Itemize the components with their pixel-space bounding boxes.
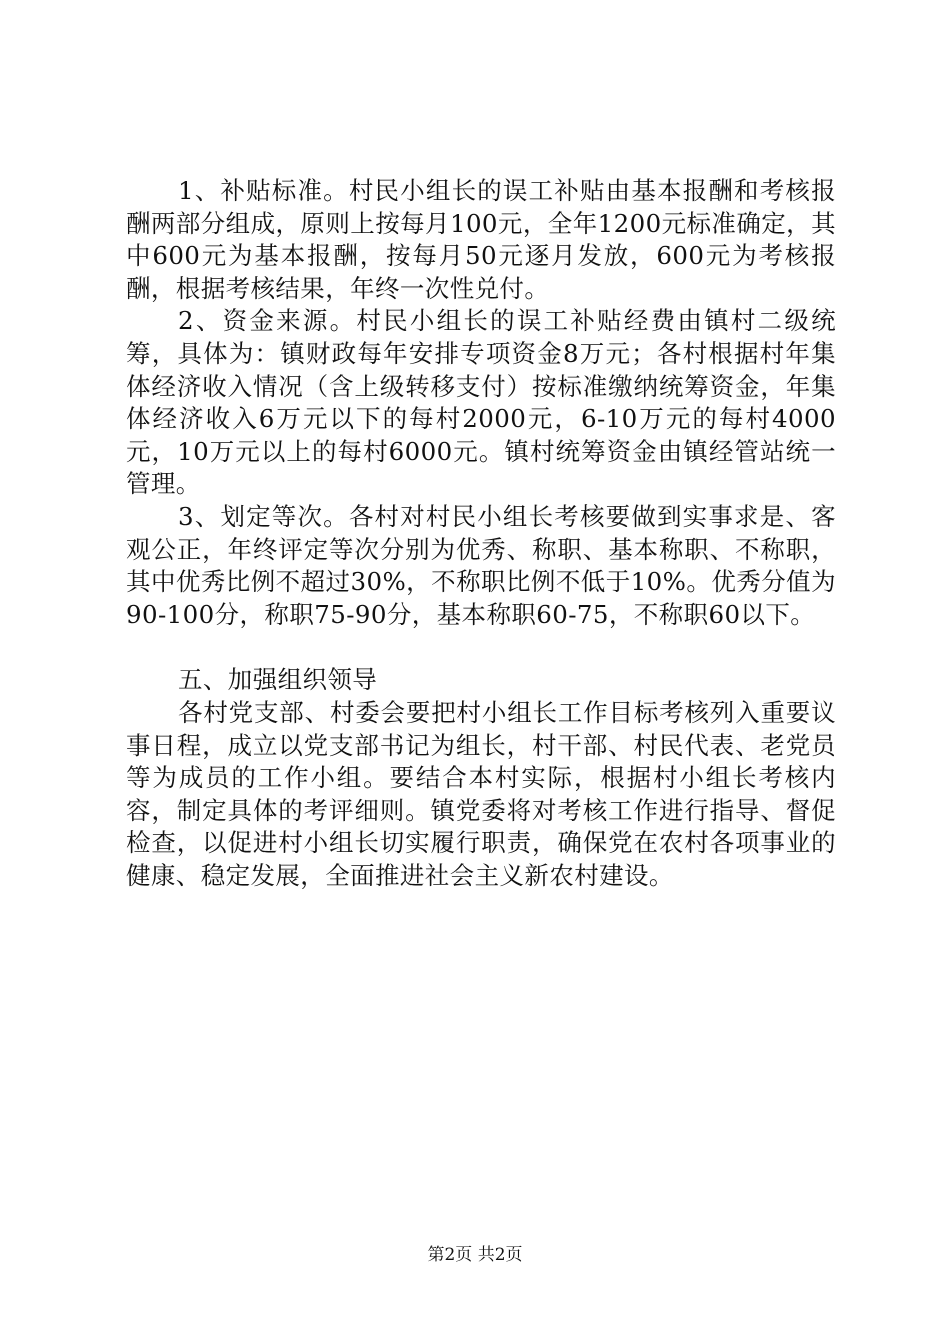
page-footer: 第2页 共2页	[427, 1245, 523, 1265]
paragraph-funding-source: 2、资金来源。村民小组长的误工补贴经费由镇村二级统筹，具体为：镇财政每年安排专项资金8万元；各村根据村年集体经济收入情况（含上级转移支付）按标准缴纳统筹资金，年集体经济收入6万元以下的每村2000元，6-10万元的每村4000元，10万元以上的每村6000元。镇村统筹资金由镇经管站统一管理。	[126, 306, 836, 499]
paragraph-subsidy-standard: 1、补贴标准。村民小组长的误工补贴由基本报酬和考核报酬两部分组成，原则上按每月100元，全年1200元标准确定，其中600元为基本报酬，按每月50元逐月发放，600元为考核报酬，根据考核结果，年终一次性兑付。	[126, 176, 836, 303]
document-body	[126, 175, 836, 892]
section-paragraph: 各村党支部、村委会要把村小组长工作目标考核列入重要议事日程，成立以党支部书记为组长，村干部、村民代表、老党员等为成员的工作小组。要结合本村实际，根据村小组长考核内容，制定具体的考评细则。镇党委将对考核工作进行指导、督促检查，以促进村小组长切实履行职责，确保党在农村各项事业的健康、稳定发展，全面推进社会主义新农村建设。	[126, 697, 836, 890]
paragraph-grading: 3、划定等次。各村对村民小组长考核要做到实事求是、客观公正，年终评定等次分别为优秀、称职、基本称职、不称职，其中优秀比例不超过30%，不称职比例不低于10%。优秀分值为90-100分，称职75-90分，基本称职60-75，不称职60以下。	[126, 501, 836, 629]
section-heading: 五、加强组织领导	[178, 665, 378, 695]
